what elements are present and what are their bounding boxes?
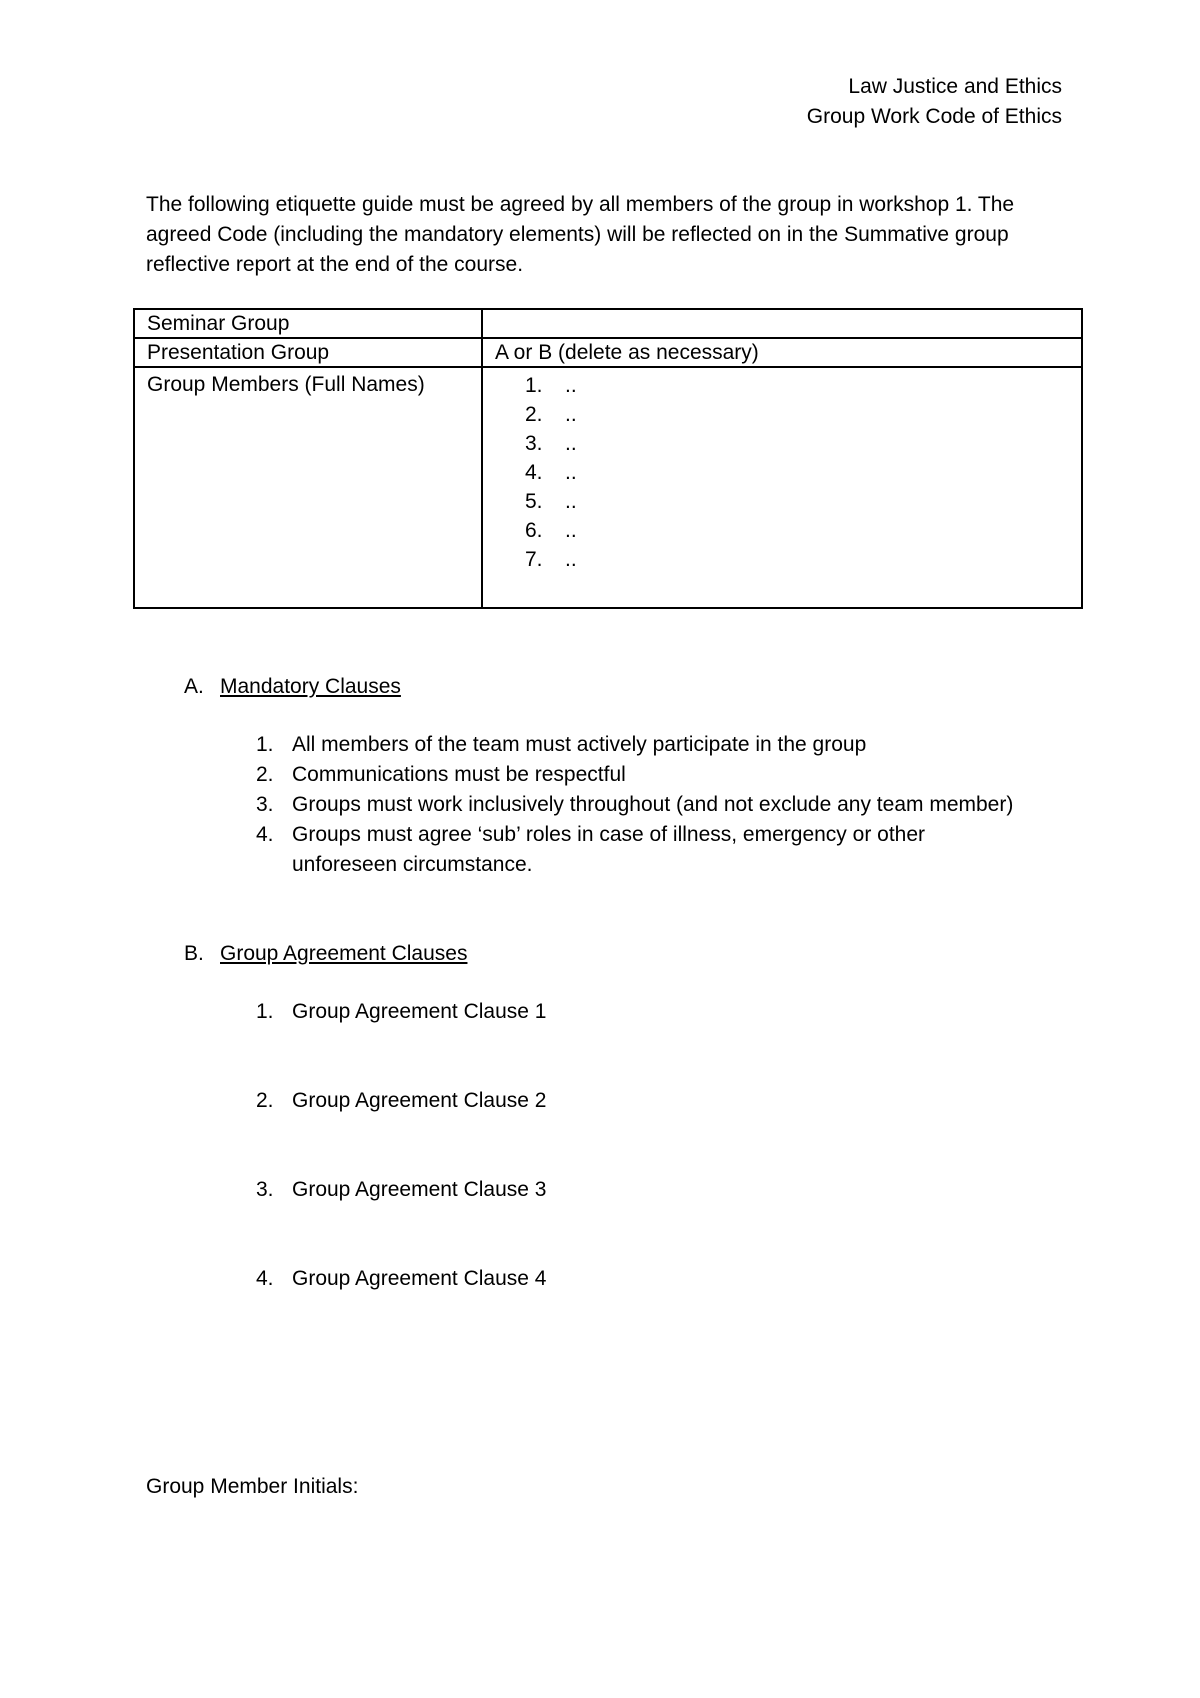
- member-number: 7.: [525, 548, 543, 571]
- member-name: ..: [565, 490, 577, 513]
- section-title: Group Agreement Clauses: [220, 942, 468, 965]
- course-title: Law Justice and Ethics: [848, 75, 1062, 98]
- section-heading: [184, 939, 467, 969]
- presentation-group-value[interactable]: A or B (delete as necessary): [482, 338, 1082, 367]
- member-number: 3.: [525, 432, 543, 455]
- clause-number: 4.: [256, 823, 274, 846]
- member-number: 6.: [525, 519, 543, 542]
- presentation-group-label: Presentation Group: [134, 338, 482, 367]
- document-header: [807, 72, 1062, 132]
- clause-item[interactable]: [256, 1086, 1016, 1175]
- member-name: ..: [565, 519, 577, 542]
- mandatory-clauses-section: [184, 672, 1014, 876]
- section-letter: A.: [184, 675, 204, 698]
- member-number: 5.: [525, 490, 543, 513]
- member-number: 2.: [525, 403, 543, 426]
- clause-number: 3.: [256, 1178, 274, 1201]
- clause-item[interactable]: [256, 1264, 1016, 1353]
- table-row: [134, 309, 1082, 338]
- clause-text: Communications must be respectful: [292, 763, 626, 786]
- clause-text: Group Agreement Clause 1: [292, 1000, 547, 1023]
- member-item: [525, 458, 1069, 487]
- member-item: [525, 516, 1069, 545]
- clause-text: Groups must work inclusively throughout (and not exclude any team member): [292, 793, 1014, 816]
- member-item: [525, 371, 1069, 400]
- clause-number: 1.: [256, 1000, 274, 1023]
- intro-paragraph: The following etiquette guide must be agreed by all members of the group in workshop 1. The agreed Code (including the mandatory elements) will be reflected on in the Summative group reflective report at the end of the course.: [146, 193, 1015, 276]
- clause-item[interactable]: [256, 1175, 1016, 1264]
- member-name: ..: [565, 432, 577, 455]
- member-name: ..: [565, 374, 577, 397]
- clause-number: 1.: [256, 733, 274, 756]
- clause-text: Group Agreement Clause 3: [292, 1178, 547, 1201]
- table-row: [134, 338, 1082, 367]
- member-name: ..: [565, 548, 577, 571]
- clause-text: Group Agreement Clause 2: [292, 1089, 547, 1112]
- group-members-label: Group Members (Full Names): [134, 367, 482, 608]
- clause-number: 2.: [256, 763, 274, 786]
- seminar-group-label: Seminar Group: [134, 309, 482, 338]
- member-item: [525, 487, 1069, 516]
- clause-number: 2.: [256, 1089, 274, 1112]
- member-item: [525, 429, 1069, 458]
- clause-item[interactable]: [256, 997, 1016, 1086]
- member-item: [525, 545, 1069, 574]
- section-title: Mandatory Clauses: [220, 675, 401, 698]
- clause-number: 3.: [256, 793, 274, 816]
- member-number: 1.: [525, 374, 543, 397]
- group-members-cell[interactable]: [482, 367, 1082, 608]
- clause-text: All members of the team must actively participate in the group: [292, 733, 867, 756]
- clause-item: [256, 760, 1016, 790]
- member-name: ..: [565, 403, 577, 426]
- document-title: Group Work Code of Ethics: [806, 105, 1062, 128]
- clause-item: [256, 820, 1016, 880]
- seminar-group-value[interactable]: [482, 309, 1082, 338]
- group-info-table: [133, 308, 1083, 609]
- member-item: [525, 400, 1069, 429]
- clause-number: 4.: [256, 1267, 274, 1290]
- member-name: ..: [565, 461, 577, 484]
- table-row: [134, 367, 1082, 608]
- group-agreement-section: [184, 939, 547, 1290]
- clause-item: [256, 790, 1016, 820]
- clause-item: [256, 730, 1016, 760]
- mandatory-clause-list: [256, 730, 1016, 880]
- members-list: [495, 371, 1069, 574]
- section-heading: [184, 672, 401, 702]
- clause-text: Group Agreement Clause 4: [292, 1267, 547, 1290]
- initials-label: Group Member Initials:: [146, 1475, 359, 1498]
- member-number: 4.: [525, 461, 543, 484]
- section-letter: B.: [184, 942, 204, 965]
- agreement-clause-list: [256, 997, 1016, 1353]
- clause-text: Groups must agree ‘sub’ roles in case of illness, emergency or other unforeseen circumstance.: [292, 823, 926, 876]
